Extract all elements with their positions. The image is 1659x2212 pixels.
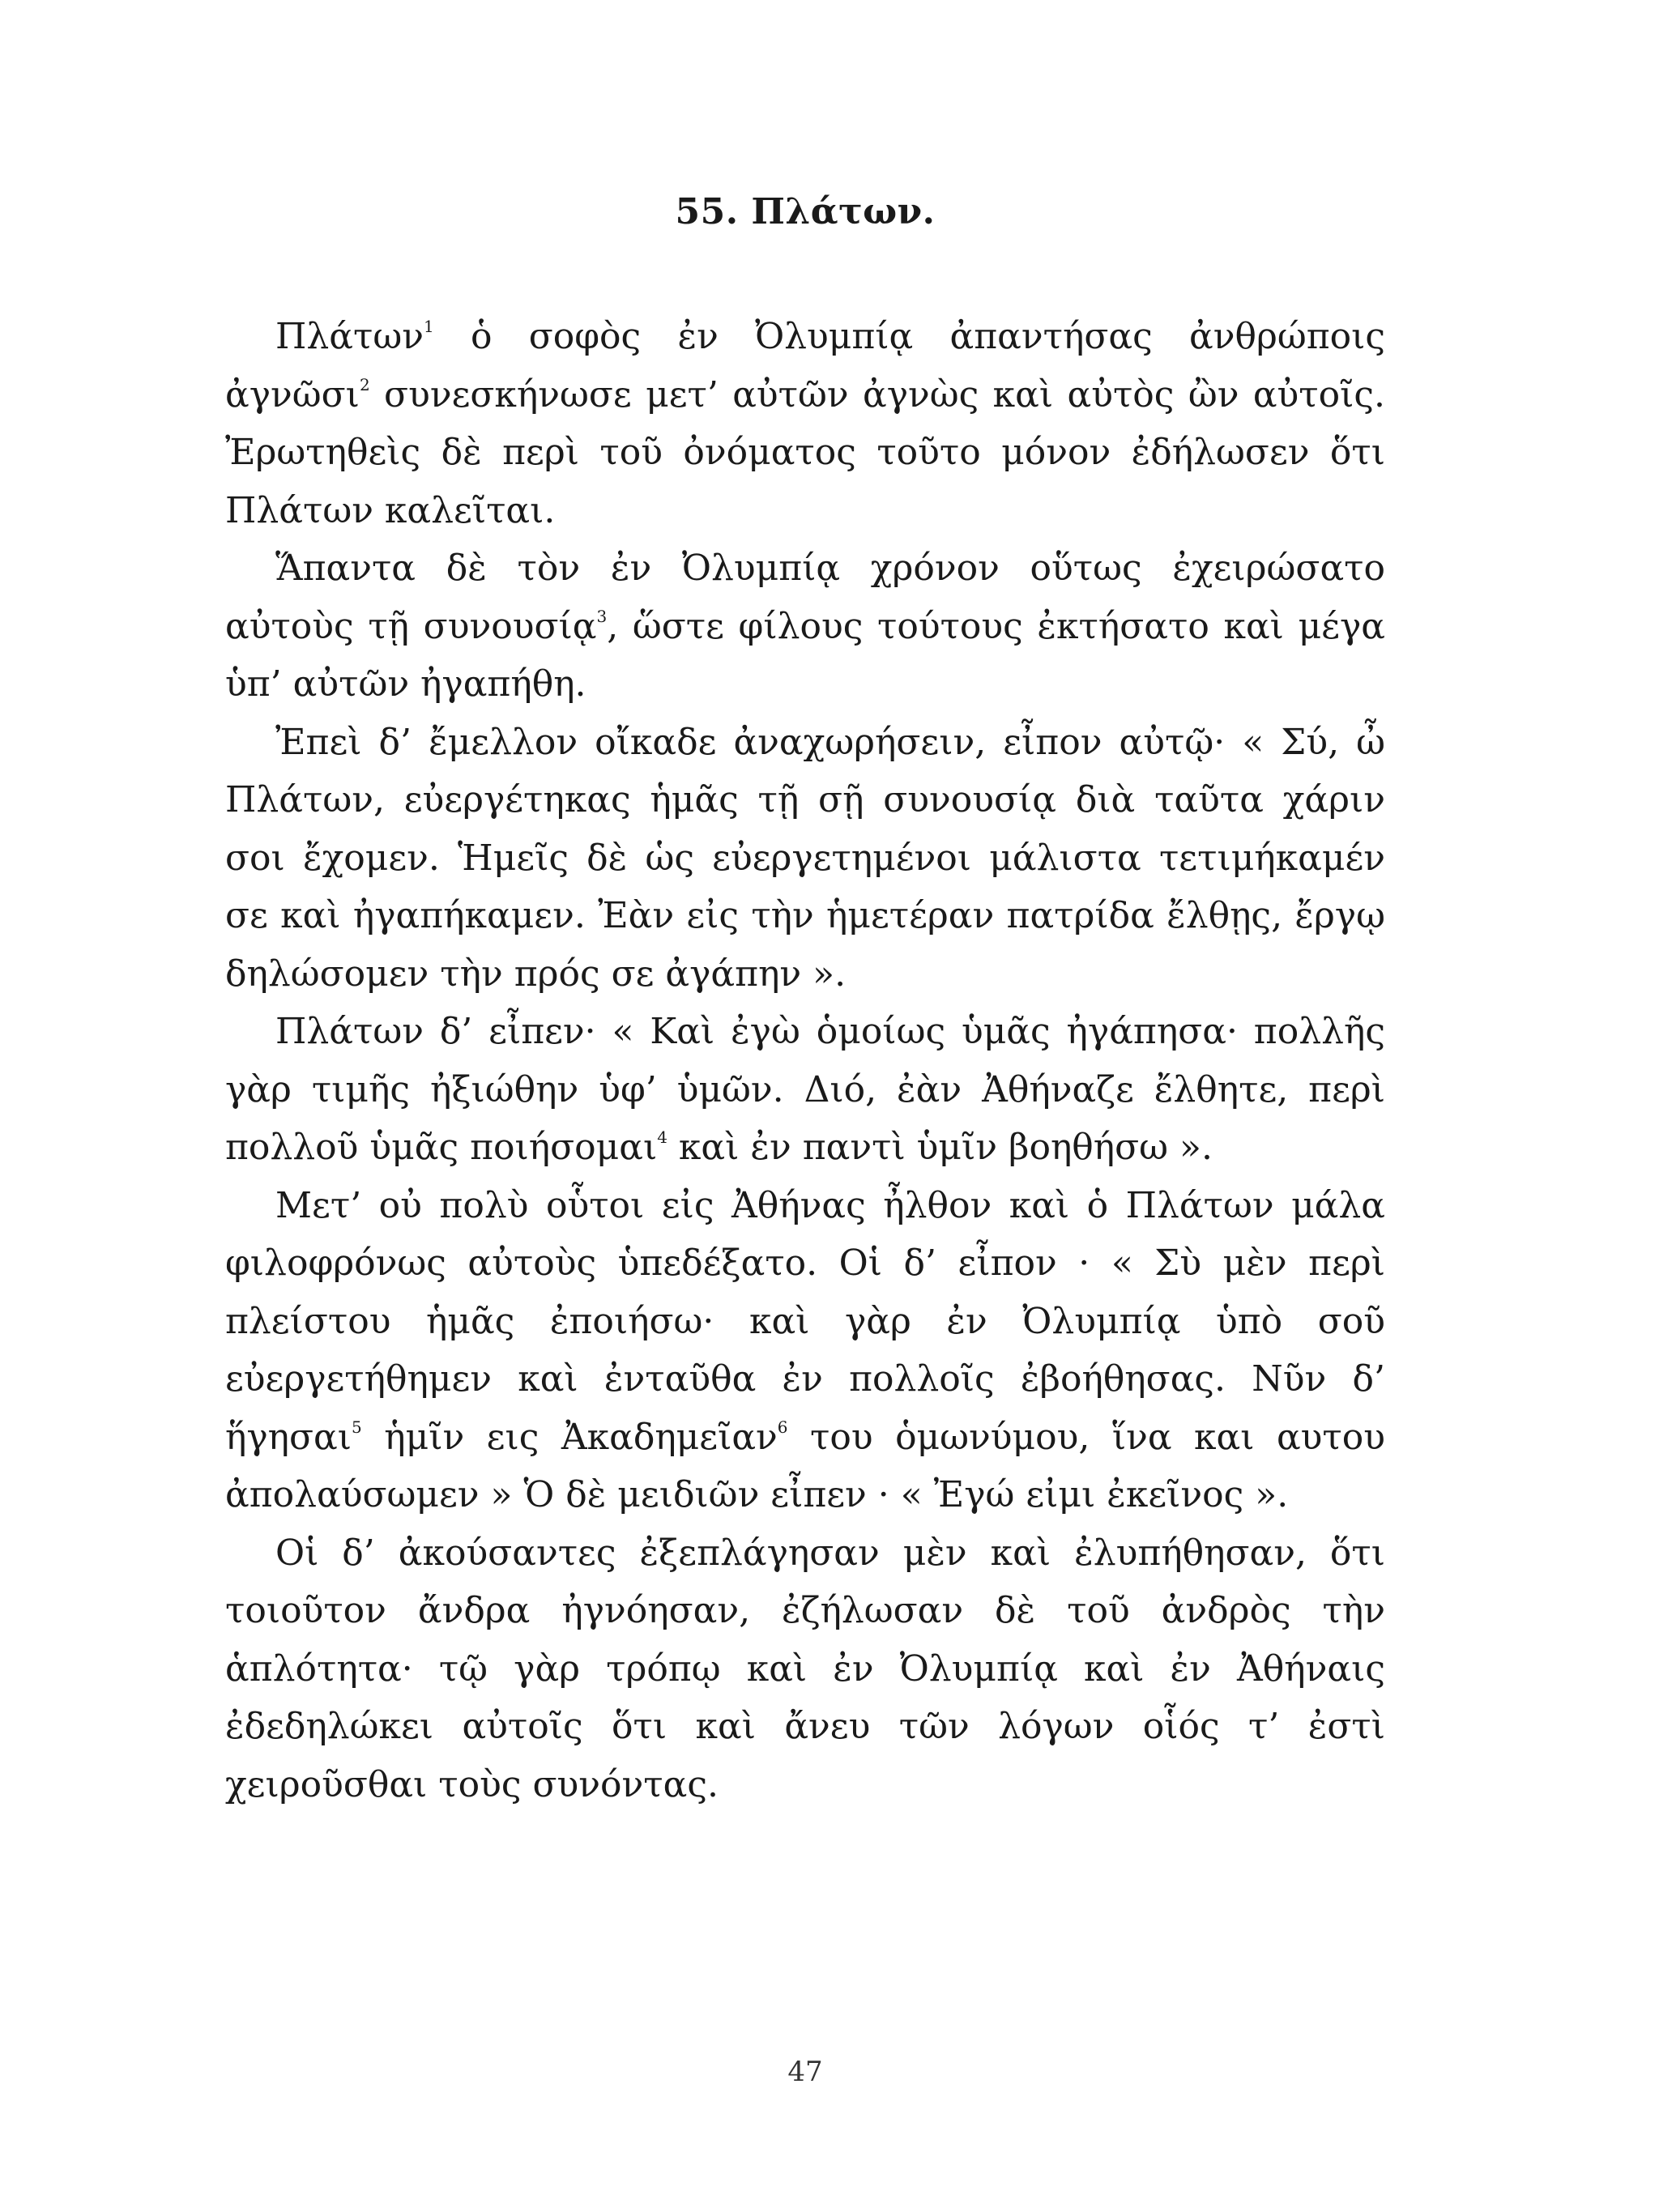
text-run: Οἱ δ’ ἀκούσαντες ἐξεπλάγησαν μὲν καὶ ἐλυπήθησαν, ὅτι τοιοῦτον ἄνδρα ἠγνόησαν, ἐζήλωσαν δὲ τοῦ ἀνδρὸς τὴν ἁπλότητα· τῷ γὰρ τρόπῳ καὶ ἐν Ὀλυμπίᾳ καὶ ἐν Ἀθήναις ἐδεδηλώκει αὐτοῖς ὅτι καὶ ἄνευ τῶν λόγων οἷός τ’ ἐστὶ χειροῦσθαι τοὺς συνόντας. [225,1532,1385,1805]
text-run: του ὁμωνύμου, ἵνα και αυτου ἀπολαύσωμεν » Ὁ δὲ μειδιῶν εἶπεν · « Ἐγώ εἰμι ἐκεῖνος ». [225,1416,1385,1515]
footnote-marker: 1 [423,317,434,337]
text-run: Πλάτων [275,316,424,357]
chapter-title: 55. Πλάτων. [675,191,936,232]
text-run: Μετ’ οὐ πολὺ οὗτοι εἰς Ἀθήνας ἦλθον καὶ ὁ Πλάτων μάλα φιλοφρόνως αὐτοὺς ὑπεδέξατο. Οἱ δ’ εἶπον · « Σὺ μὲν περὶ πλείστου ἡμᾶς ἐποιήσω· καὶ γὰρ ἐν Ὀλυμπίᾳ ὑπὸ σοῦ εὐεργετήθημεν καὶ ἐνταῦθα ἐν πολλοῖς ἐβοήθησας. Νῦν δ’ ἥγησαι [225,1184,1385,1458]
text-run: Ἐπεὶ δ’ ἔμελλον οἴκαδε ἀναχωρήσειν, εἶπον αὐτῷ· « Σύ, ὦ Πλάτων, εὐεργέτηκας ἡμᾶς τῇ σῇ συνουσίᾳ διὰ ταῦτα χάριν σοι ἔχομεν. Ἡμεῖς δὲ ὡς εὐεργετημένοι μάλιστα τετιμήκαμέν σε καὶ ἠγαπήκαμεν. Ἐὰν εἰς τὴν ἡμετέραν πατρίδα ἔλθῃς, ἔργῳ δηλώσομεν τὴν πρός σε ἀγάπην ». [225,721,1385,995]
body-text [225,308,1385,1813]
paragraph [225,1177,1385,1524]
text-run: Ἅπαντα δὲ τὸν ἐν Ὀλυμπίᾳ χρόνον οὕτως ἐχειρώσατο αὐτοὺς τῇ συνουσίᾳ [225,548,1385,647]
footnote-marker: 2 [359,374,370,394]
paragraph [225,1003,1385,1177]
text-run: ὁ σοφὸς ἐν Ὀλυμπίᾳ ἀπαντήσας ἀνθρώποις ἀγνῶσι [225,316,1385,416]
text-run: ἡμῖν εις Ἀκαδημεῖαν [361,1416,778,1458]
page-number: 47 [787,2056,823,2088]
paragraph [225,539,1385,714]
paragraph [225,714,1385,1004]
document-page [225,0,1385,2212]
footnote-marker: 4 [657,1127,667,1148]
text-run: συνεσκήνωσε μετ’ αὐτῶν ἀγνὼς καὶ αὐτὸς ὢν αὐτοῖς. Ἐρωτηθεὶς δὲ περὶ τοῦ ὀνόματος τοῦτο μόνον ἐδήλωσεν ὅτι Πλάτων καλεῖται. [225,373,1385,531]
footnote-marker: 6 [777,1417,788,1437]
paragraph [225,1524,1385,1814]
text-run: Πλάτων δ’ εἶπεν· « Καὶ ἐγὼ ὁμοίως ὑμᾶς ἠγάπησα· πολλῆς γὰρ τιμῆς ἠξιώθην ὑφ’ ὑμῶν. Διό, ἐὰν Ἀθήναζε ἔλθητε, περὶ πολλοῦ ὑμᾶς ποιήσομαι [225,1011,1385,1168]
footnote-marker: 3 [596,606,608,626]
footnote-marker: 5 [352,1417,362,1437]
text-run: , ὥστε φίλους τούτους ἐκτήσατο καὶ μέγα ὑπ’ αὐτῶν ἠγαπήθη. [225,605,1385,705]
paragraph [225,308,1385,539]
text-run: καὶ ἐν παντὶ ὑμῖν βοηθήσω ». [667,1127,1213,1168]
